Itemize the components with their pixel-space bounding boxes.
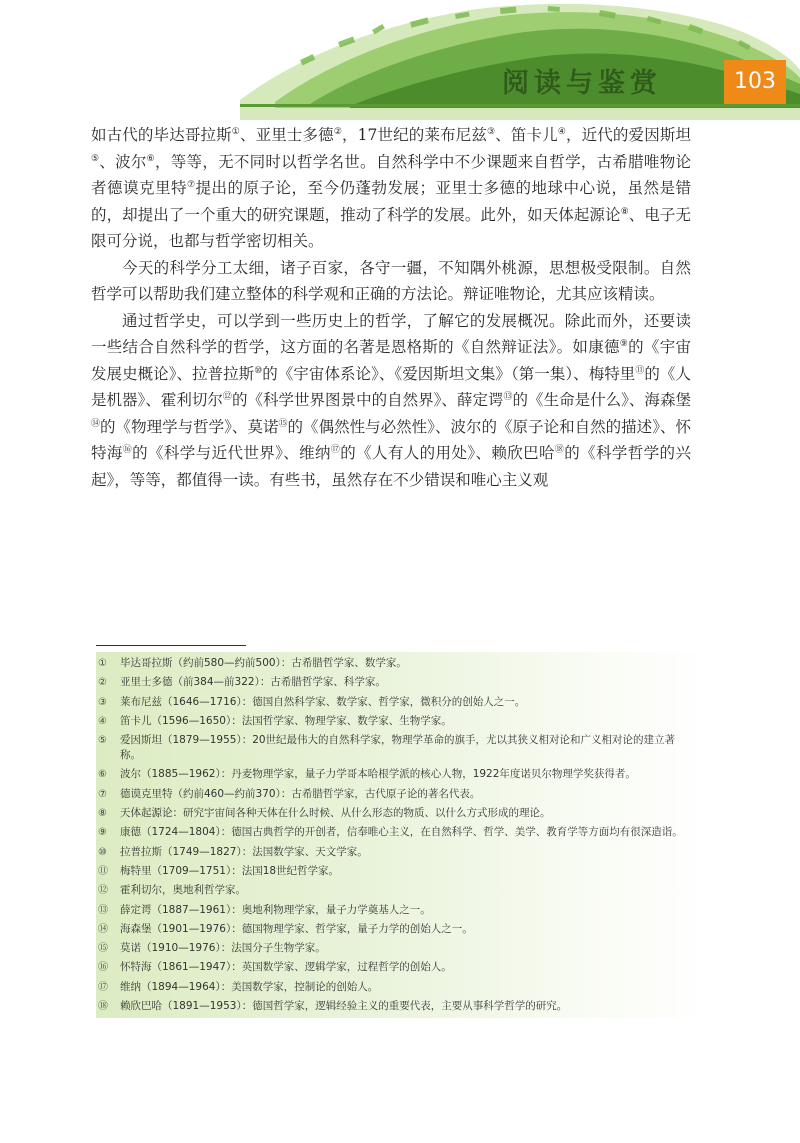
footnote-number: ⑪: [98, 865, 108, 877]
body-text-run: 、电子无限可分说，也都与哲学密切相关。: [91, 205, 691, 250]
footnote-item: [96, 806, 696, 821]
footnote-number: ⑤: [98, 735, 107, 747]
body-text-run: 今天的科学分工太细，诸子百家，各守一疆，不知隅外桃源，思想极受限制。自然哲学可以帮助我们建立整体的科学观和正确的方法论。辩证唯物论，尤其应该精读。: [91, 258, 691, 303]
footnote-marker: ⑪: [635, 365, 645, 376]
body-text-run: 的《人有人的用处》、赖欣巴哈: [340, 444, 555, 462]
body-text-run: 、波尔: [99, 152, 147, 171]
footnote-text: 拉普拉斯（1749—1827）：法国数学家、天文学家。: [120, 845, 368, 858]
footnote-marker: ③: [487, 126, 496, 137]
footnote-text: 康德（1724—1804）：德国古典哲学的开创者，信奉唯心主义，在自然科学、哲学、美学、教育学等方面均有很深造诣。: [120, 826, 683, 839]
footnote-text: 梅特里（1709—1751）：法国18世纪哲学家。: [120, 864, 340, 877]
footnote-item: [96, 714, 696, 729]
footnote-item: [96, 675, 696, 690]
body-text-run: ，近代的爱因斯坦: [566, 126, 691, 144]
footnote-text: 怀特海（1861—1947）：英国数学家、逻辑学家，过程哲学的创始人。: [120, 961, 452, 974]
footnote-number: ⑯: [98, 962, 108, 974]
footnote-item: [96, 787, 696, 802]
body-text-run: 的《科学哲学的兴起》，等等，都值得一读。有些书，虽然存在不少错误和唯心主义观: [91, 444, 691, 489]
footnote-number: ⑩: [98, 846, 107, 858]
footnote-text: 莫诺（1910—1976）：法国分子生物学家。: [120, 942, 326, 955]
body-text-run: ，17世纪的莱布尼兹: [342, 126, 487, 144]
footnote-marker: ⑫: [222, 391, 232, 402]
footnote-marker: ⑬: [503, 391, 513, 402]
body-text-run: 的《人是机器》、霍利切尔: [91, 364, 691, 409]
footnote-text: 天体起源论：研究宇宙间各种天体在什么时候、从什么形态的物质、以什么方式形成的理论。: [120, 807, 551, 820]
footnote-number: ③: [98, 696, 107, 708]
body-paragraph: [91, 308, 691, 494]
footnote-text: 赖欣巴哈（1891—1953）：德国哲学家，逻辑经验主义的重要代表，主要从事科学哲学的研究。: [120, 1000, 568, 1013]
footnote-item: [96, 864, 696, 879]
body-text-run: 、笛卡儿: [495, 126, 558, 144]
footnote-item: [96, 960, 696, 975]
footnote-number: ⑱: [98, 1001, 108, 1013]
footnote-item: [96, 980, 696, 995]
footnote-number: ⑭: [98, 923, 108, 935]
body-text-run: 的《科学世界图景中的自然界》、薛定谔: [231, 391, 504, 409]
footnote-number: ⑫: [98, 885, 108, 897]
footnote-marker: ⑤: [91, 153, 100, 164]
footnote-text: 波尔（1885—1962）：丹麦物理学家，量子力学哥本哈根学派的核心人物，1922年度诺贝尔物理学奖获得者。: [120, 768, 636, 781]
footnote-item: [96, 845, 696, 860]
footnote-marker: ⑮: [278, 418, 288, 429]
footnote-number: ⑦: [98, 788, 107, 800]
footnote-text: 毕达哥拉斯（约前580—约前500）：古希腊哲学家、数学家。: [120, 657, 407, 669]
footnote-item: [96, 695, 696, 710]
footnote-number: ①: [98, 658, 107, 669]
footnote-item: [96, 922, 696, 937]
body-text-run: 提出的原子论，至今仍蓬勃发展；亚里士多德的地球中心说，虽然是错的，却提出了一个重大的研究课题，推动了科学的发展。此外，如天体起源论: [91, 179, 691, 224]
footnote-number: ④: [98, 715, 107, 727]
footnote-text: 莱布尼兹（1646—1716）：德国自然科学家、数学家、哲学家，微积分的创始人之一。: [120, 695, 526, 708]
footnote-marker: ⑰: [330, 444, 341, 455]
body-paragraph: [91, 122, 691, 255]
footnote-marker: ①: [231, 126, 240, 137]
body-text-run: 的《宇宙发展史概论》、拉普拉斯: [91, 338, 691, 383]
footnote-item: [96, 941, 696, 956]
footnote-marker: ④: [557, 126, 566, 137]
footnote-text: 海森堡（1901—1976）：德国物理学家、哲学家，量子力学的创始人之一。: [120, 922, 473, 935]
body-text-run: ，等等，无不同时以哲学名世。自然科学中不少课题来自哲学，古希腊唯物论者德谟克里特: [91, 152, 691, 197]
footnote-text: 维纳（1894—1964）：美国数学家，控制论的创始人。: [120, 980, 379, 993]
footnote-item: [96, 999, 696, 1014]
footnote-item: [96, 903, 696, 918]
body-text-run: 、亚里士多德: [239, 126, 334, 144]
footnote-marker: ⑯: [122, 444, 133, 455]
footnote-item: [96, 883, 696, 898]
footnote-marker: ⑭: [91, 418, 101, 429]
page-number-badge: 103: [724, 60, 786, 104]
footnote-item: [96, 733, 696, 763]
footnote-number: ⑰: [98, 981, 108, 993]
section-title: 阅读与鉴赏: [502, 68, 662, 99]
footnote-number: ②: [98, 677, 107, 689]
footnote-number: ⑮: [98, 943, 108, 955]
footnote-marker: ②: [333, 126, 343, 137]
body-text-run: 的《宇宙体系论》、《爱因斯坦文集》（第一集）、梅特里: [262, 364, 636, 383]
footnote-list: [96, 656, 696, 1018]
footnote-text: 德谟克里特（约前460—约前370）：古希腊哲学家，古代原子论的著名代表。: [120, 787, 481, 800]
footnote-item: [96, 767, 696, 782]
footnote-marker: ⑱: [554, 444, 565, 455]
footnote-marker: ⑦: [186, 179, 196, 190]
footnote-text: 薛定谔（1887—1961）：奥地利物理学家，量子力学奠基人之一。: [120, 903, 431, 916]
footnote-text: 笛卡儿（1596—1650）：法国哲学家、物理学家、数学家、生物学家。: [120, 714, 452, 727]
footnote-marker: ⑩: [254, 365, 263, 376]
body-text-run: 的《偶然性与必然性》、波尔的《原子论和自然的描述》、怀特海: [91, 417, 691, 462]
main-body-text: [91, 122, 691, 493]
footnote-number: ⑬: [98, 904, 108, 916]
body-text-run: 通过哲学史，可以学到一些历史上的哲学，了解它的发展概况。除此而外，还要读一些结合自然科学的哲学，这方面的名著是恩格斯的《自然辩证法》。如康德: [91, 311, 691, 356]
body-text-run: 的《科学与近代世界》、维纳: [132, 444, 331, 462]
footnote-text: 爱因斯坦（1879—1955）：20世纪最伟大的自然科学家，物理学革命的旗手，尤以其狭义相对论和广义相对论的建立著称。: [120, 734, 676, 762]
body-text-run: 如古代的毕达哥拉斯: [91, 126, 232, 144]
footnote-item: [96, 656, 696, 671]
footnote-text: 霍利切尔，奥地利哲学家。: [120, 884, 246, 897]
body-text-run: 的《物理学与哲学》、莫诺: [100, 417, 279, 436]
footnote-marker: ⑧: [620, 206, 629, 217]
footnote-number: ⑧: [98, 808, 107, 820]
footnote-text: 亚里士多德（前384—前322）：古希腊哲学家、科学家。: [120, 676, 386, 689]
footnote-number: ⑥: [98, 769, 107, 781]
body-paragraph: [91, 255, 691, 308]
footnote-item: [96, 825, 696, 840]
footnote-separator: [96, 645, 246, 646]
body-text-run: 的《生命是什么》、海森堡: [512, 391, 691, 409]
footnote-marker: ⑥: [146, 153, 156, 164]
foliage-banner-decoration: [0, 0, 800, 120]
footnote-number: ⑨: [98, 827, 107, 839]
footnote-marker: ⑨: [619, 338, 629, 349]
